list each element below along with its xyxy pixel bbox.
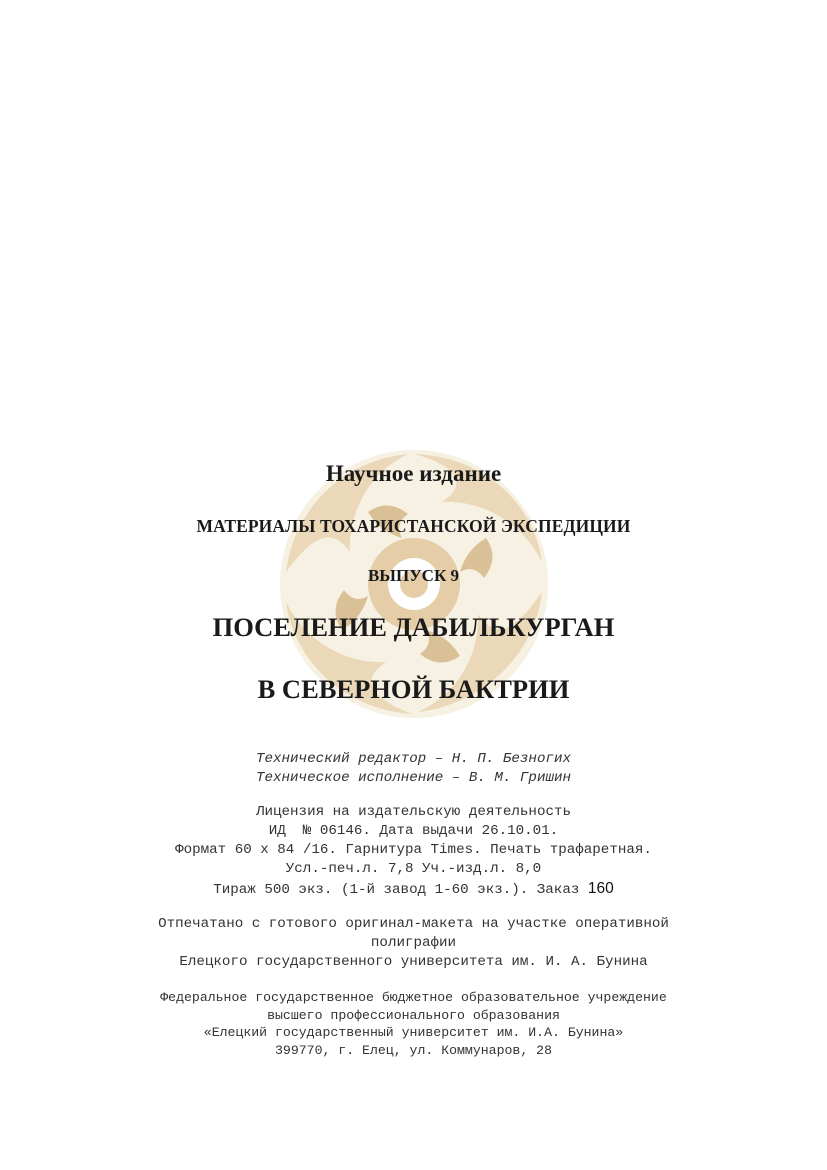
publisher-block xyxy=(0,989,827,1059)
license-block xyxy=(0,803,827,900)
series-title: МАТЕРИАЛЫ ТОХАРИСТАНСКОЙ ЭКСПЕДИЦИИ xyxy=(196,516,631,536)
sheets-line: Усл.-печ.л. 7,8 Уч.-изд.л. 8,0 xyxy=(285,861,542,877)
publisher-line-2: высшего профессионального образования xyxy=(267,1007,560,1023)
license-line-2: ИД № 06146. Дата выдачи 26.10.01. xyxy=(268,823,559,839)
issue-number: ВЫПУСК 9 xyxy=(367,566,460,585)
publisher-address: 399770, г. Елец, ул. Коммунаров, 28 xyxy=(275,1042,552,1058)
publication-kind: Научное издание xyxy=(325,461,502,486)
printing-line-3: Елецкого государственного университета им. И. А. Бунина xyxy=(179,954,648,970)
printing-line-2: полиграфии xyxy=(370,935,457,951)
publisher-line-1: Федеральное государственное бюджетное образовательное учреждение xyxy=(160,990,667,1005)
license-line-1: Лицензия на издательскую деятельность xyxy=(255,804,571,820)
printing-line-1: Отпечатано с готового оригинал-макета на участке оперативной xyxy=(158,916,669,932)
technical-editor: Технический редактор – Н. П. Безногих xyxy=(255,751,571,767)
technical-layout: Техническое исполнение – В. М. Гришин xyxy=(255,770,571,786)
print-run-line xyxy=(0,879,827,900)
order-number: 160 xyxy=(587,880,614,897)
print-run-text: Тираж 500 экз. (1-й завод 1-60 экз.). Заказ xyxy=(213,882,580,898)
book-title-line-2: В СЕВЕРНОЙ БАКТРИИ xyxy=(257,674,570,704)
credits-block xyxy=(0,750,827,788)
publisher-line-3: «Елецкий государственный университет им. И.А. Бунина» xyxy=(203,1025,624,1040)
book-title-line-1: ПОСЕЛЕНИЕ ДАБИЛЬКУРГАН xyxy=(212,612,615,642)
format-line: Формат 60 x 84 /16. Гарнитура Times. Печать трафаретная. xyxy=(175,842,652,858)
printing-block xyxy=(0,915,827,972)
